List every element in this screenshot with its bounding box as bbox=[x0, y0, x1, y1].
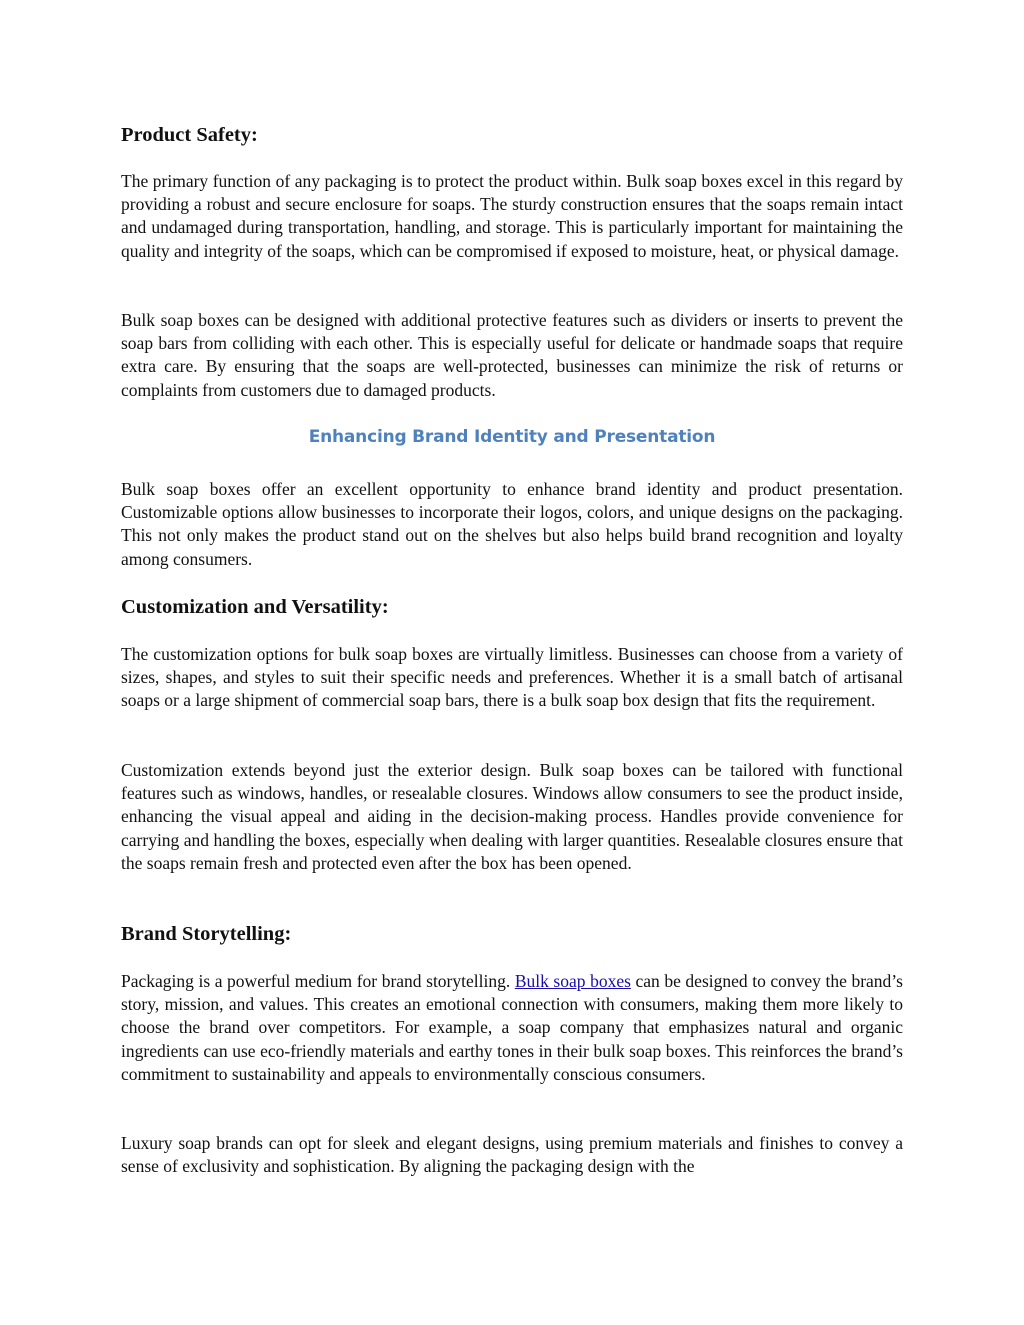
paragraph-storytelling-2: Luxury soap brands can opt for sleek and elegant designs, using premium materials and finishes to convey a sense of exclusivity and sophistication. By aligning the packaging design with the bbox=[121, 1133, 903, 1177]
paragraph-storytelling-1 bbox=[121, 970, 903, 1086]
heading-brand-identity: Enhancing Brand Identity and Presentation bbox=[308, 427, 716, 447]
paragraph-product-safety-2: Bulk soap boxes can be designed with additional protective features such as dividers or inserts to prevent the soap bars from colliding with each other. This is especially useful for delicate or handmade soaps that require extra care. By ensuring that the soaps are well-protected, businesses can minimize the risk of returns or complaints from customers due to damaged products. bbox=[121, 310, 903, 400]
heading-product-safety: Product Safety: bbox=[121, 124, 258, 146]
paragraph-customization-1: The customization options for bulk soap boxes are virtually limitless. Businesses can choose from a variety of sizes, shapes, and styles to suit their specific needs and preferences. Whether it is a small batch of artisanal soaps or a large shipment of commercial soap bars, there is a bulk soap box design that fits the requirement. bbox=[121, 644, 903, 711]
paragraph-product-safety-1: The primary function of any packaging is to protect the product within. Bulk soap boxes excel in this regard by providing a robust and secure enclosure for soaps. The sturdy construction ensures that the soaps remain intact and undamaged during transportation, handling, and storage. This is particularly important for maintaining the quality and integrity of the soaps, which can be compromised if exposed to moisture, heat, or physical damage. bbox=[121, 171, 903, 261]
heading-customization: Customization and Versatility: bbox=[121, 596, 389, 618]
paragraph-customization-2: Customization extends beyond just the exterior design. Bulk soap boxes can be tailored with functional features such as windows, handles, or resealable closures. Windows allow consumers to see the product inside, enhancing the visual appeal and aiding in the decision-making process. Handles provide convenience for carrying and handling the boxes, especially when dealing with larger quantities. Resealable closures ensure that the soaps remain fresh and protected even after the box has been opened. bbox=[121, 760, 903, 873]
heading-brand-storytelling: Brand Storytelling: bbox=[121, 923, 292, 945]
bulk-soap-boxes-link[interactable]: Bulk soap boxes bbox=[514, 971, 631, 991]
paragraph-brand-identity-1: Bulk soap boxes offer an excellent opportunity to enhance brand identity and product presentation. Customizable options allow businesses to incorporate their logos, colors, and unique designs on the packaging. This not only makes the product stand out on the shelves but also helps build brand recognition and loyalty among consumers. bbox=[121, 479, 903, 569]
storytelling-text-before-link: Packaging is a powerful medium for brand storytelling. bbox=[121, 971, 515, 991]
storytelling-text-after-link: can be designed to convey the brand’s story, mission, and values. This creates an emotional connection with consumers, making them more likely to choose the brand over competitors. For example, a soap company that emphasizes natural and organic ingredients can use eco-friendly materials and earthy tones in their bulk soap boxes. This reinforces the brand’s commitment to sustainability and appeals to environmentally conscious consumers. bbox=[121, 971, 903, 1084]
